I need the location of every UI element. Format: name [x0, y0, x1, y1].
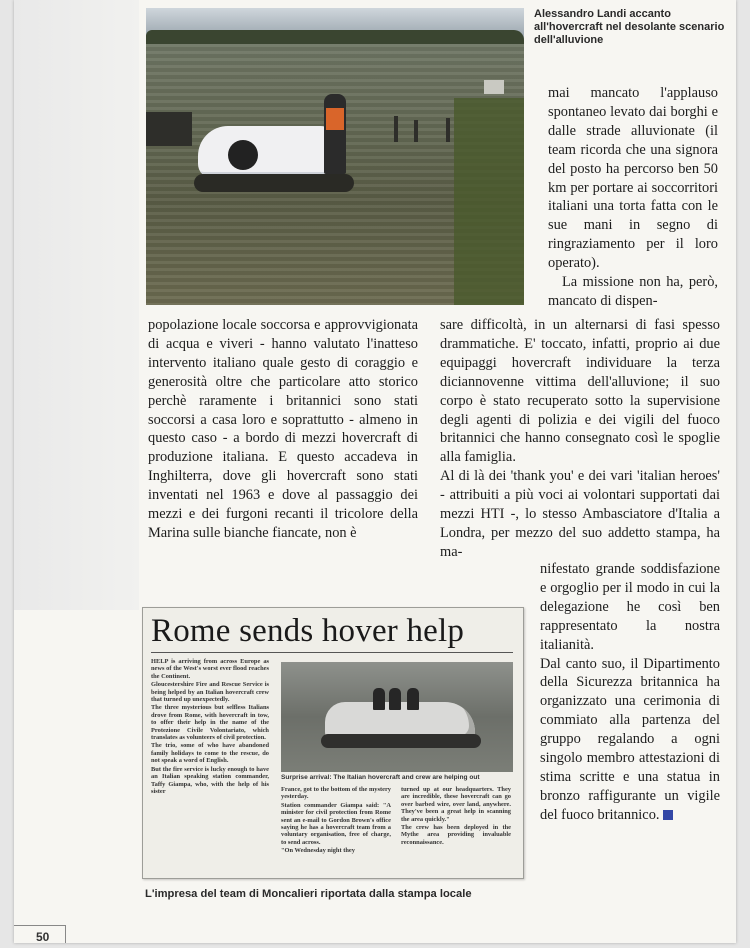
clipping-paragraph: But the fire service is lucky enough to have an Italian speaking station commander, Taffy Giampa, who, with the help of his sister: [151, 765, 269, 795]
clipping-column-2: [281, 786, 391, 856]
clipping-paragraph: Gloucestershire Fire and Rescue Service is being helped by an Italian hovercraft crew that turned up unexpectedly.: [151, 681, 269, 704]
flood-hovercraft-photo: [146, 8, 524, 305]
clipping-hovercraft-photo: [281, 662, 513, 772]
paragraph: mai mancato l'applauso spontaneo levato dai borghi e dalle strade alluvionate (il team ricorda che una signora del posto ha percorso ben 50 km per portare ai soccorritori italiani una torta fatta con le sue mani in segno di ringraziamento per il loro operato).: [548, 85, 718, 272]
page-margin-shadow: [14, 0, 139, 610]
clipping-divider: [151, 652, 513, 653]
clipping-caption: L'impresa del team di Moncalieri riportata dalla stampa locale: [145, 888, 472, 900]
clipping-paragraph: The trio, some of who have abandoned family holidays to come to the rescue, do not speak a word of English.: [151, 742, 269, 765]
page-number: 50: [14, 925, 66, 943]
paragraph: popolazione locale soccorsa e approvvigionata di acqua e viveri - hanno valutato l'inatteso intervento italiano quale gesto di coraggio e generosità oltre che particolare atto storico perchè raramente i britannici sono stati soccorsi a casa loro e soprattutto - almeno in questo caso - a bordo di mezzi hovercraft di produzione italiana. E questo accadeva in Inghilterra, dove gli hovercraft sono stati inventati nel 1963 e dove al passaggio dei mezzi e dei furgoni recanti il tricolore della Marina sulle bianche fiancate, non è: [148, 317, 418, 541]
paragraph: sare difficoltà, in un alternarsi di fasi spesso drammatiche. E' toccato, infatti, proprio ai due equipaggi hovercraft individuare la terza diciannovenne vittima dell'alluvione; il suo corpo è stato recuperato sotto la supervisione degli agenti di polizia e dei vigili del fuoco britannici che hanno consegnato così le spoglie alla famiglia.: [440, 317, 720, 466]
clipping-column-3: [401, 786, 511, 847]
newspaper-clipping: [142, 607, 524, 879]
article-column-right-middle: [440, 316, 720, 562]
article-column-right-bottom: [540, 560, 720, 825]
clipping-paragraph: The three mysterious but selfless Italians drove from Rome, with hovercraft in tow, to offer their help in the name of the Protezione Civile Volontariato, which translates as volunteers of civil protection.: [151, 704, 269, 742]
clipping-headline: Rome sends hover help: [151, 613, 465, 649]
clipping-paragraph: "On Wednesday night they: [281, 847, 355, 855]
clipping-paragraph: turned up at our headquarters. They are incredible, these hovercraft can go over barbed wire, over land, anywhere. They've been a great help in scanning the area quickly.": [401, 786, 511, 823]
clipping-paragraph: France, got to the bottom of the mystery yesterday.: [281, 786, 391, 801]
end-of-article-mark: [663, 810, 673, 820]
paragraph: La missione non ha, però, mancato di dispen-: [548, 274, 718, 309]
clipping-paragraph: The crew has been deployed in the Mythe area providing invaluable reconnaissance.: [401, 824, 511, 846]
paragraph-text: Dal canto suo, il Dipartimento della Sicurezza britannica ha organizzato una cerimonia di commiato alla partenza del gruppo regalando a ogni singolo membro attestazioni di stima scritte e una statua in bronzo raffigurante un vigile del fuoco britannico.: [540, 655, 720, 823]
clipping-paragraph: Station commander Giampa said: "A minister for civil protection from Rome sent an e-mail to Gordon Brown's office saying he has a hovercraft team from a voluntary organisation, free of charge, to send across.: [281, 801, 391, 846]
paragraph: Al di là dei 'thank you' e dei vari 'italian heroes' - attribuiti a più voci ai volontari supportati dai mezzi HTI -, lo stesso Ambasciatore d'Italia a Londra, per mezzo del suo addetto stampa, ha ma-: [440, 468, 720, 560]
rescuer-figure: [324, 94, 346, 174]
article-column-left: [148, 316, 418, 543]
clipping-paragraph: HELP is arriving from across Europe as news of the West's worst ever flood reaches the Continent.: [151, 658, 269, 680]
paragraph: [540, 655, 720, 825]
paragraph: nifestato grande soddisfazione e orgoglio per il modo in cui la delegazione he così ben rappresentato la nostra italianità.: [540, 561, 720, 653]
photo-caption: Alessandro Landi accanto all'hovercraft nel desolante scenario dell'alluvione: [534, 8, 725, 46]
clipping-photo-caption: Surprise arrival: The Italian hovercraft and crew are helping out: [281, 774, 480, 781]
clipping-column-1: [151, 658, 269, 796]
article-column-right-top: [548, 84, 718, 311]
